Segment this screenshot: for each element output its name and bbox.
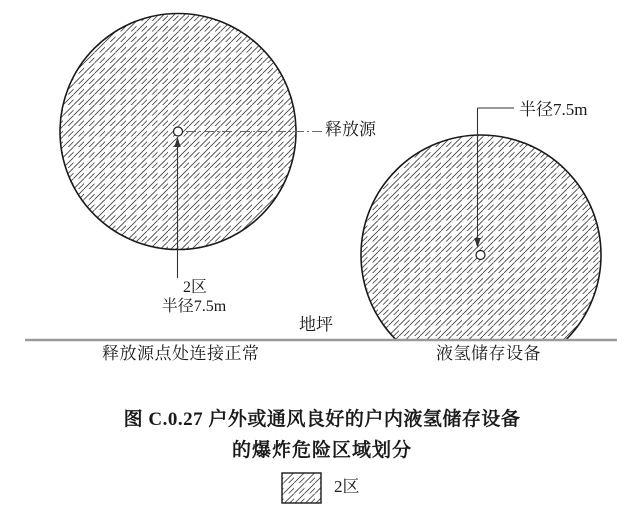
ground-label: 地坪 (299, 315, 333, 334)
left-scenario-caption: 释放源点处连接正常 (102, 344, 260, 363)
left-zone-label: 2区 (182, 279, 208, 296)
legend-zone2-label: 2区 (334, 477, 360, 496)
legend-zone2-swatch (282, 473, 321, 503)
right-radius-label: 半径7.5m (519, 100, 588, 119)
left-release-source-point (174, 127, 183, 136)
figure-caption-line2: 的爆炸危险区域划分 (231, 440, 413, 461)
left-radius-label: 半径7.5m (161, 298, 227, 315)
figure-caption-line1: 图 C.0.27 户外或通风良好的户内液氢储存设备 (123, 409, 521, 430)
right-center-point (476, 251, 485, 260)
right-scenario-caption: 液氢储存设备 (436, 344, 541, 363)
release-source-label: 释放源 (325, 120, 376, 139)
